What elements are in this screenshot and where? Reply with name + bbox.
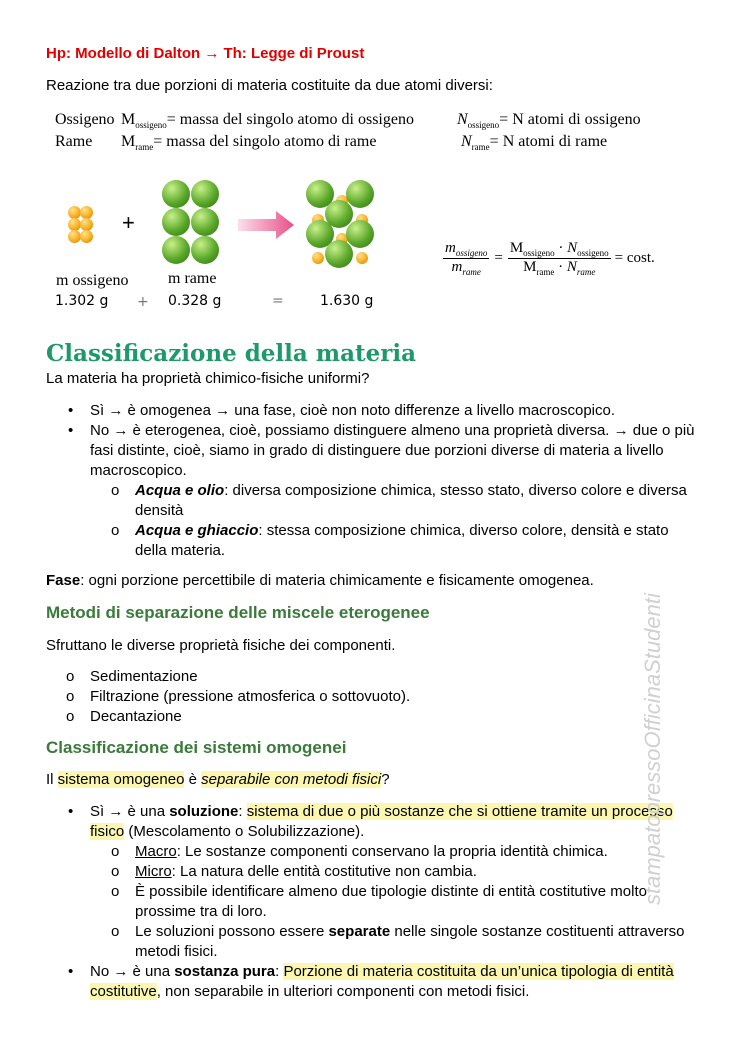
label: = N atomi di rame bbox=[489, 133, 608, 150]
label: : bbox=[275, 963, 284, 980]
mass-total: 1.630 g bbox=[320, 293, 374, 309]
label-copper-mass: m rame bbox=[168, 270, 217, 287]
question-text: La materia ha proprietà chimico-fisiche uniformi? bbox=[46, 370, 370, 387]
proust-formula bbox=[443, 240, 655, 277]
mass-oxygen: 1.302 g bbox=[55, 293, 109, 309]
copper-atom-icon bbox=[325, 240, 353, 268]
label: Sedimentazione bbox=[90, 668, 198, 685]
label: Filtrazione (pressione atmosferica o sottovuoto). bbox=[90, 688, 411, 705]
label: sostanza pura bbox=[174, 963, 276, 980]
label: Acqua e ghiaccio bbox=[135, 522, 259, 539]
label: = cost. bbox=[614, 250, 655, 266]
sub-list bbox=[111, 481, 704, 561]
label: È possibile identificare almeno due tipologie distinte di entità costitutive molto prossime tra di loro. bbox=[135, 883, 647, 920]
copper-atom-icon bbox=[191, 180, 219, 208]
circle-bullet-icon: o bbox=[111, 843, 120, 860]
fase-definition bbox=[46, 571, 704, 591]
label: soluzione bbox=[169, 803, 239, 820]
label bbox=[452, 259, 481, 277]
copper-atom-icon bbox=[346, 180, 374, 208]
oxygen-atom-icon bbox=[312, 252, 324, 264]
list-item bbox=[68, 962, 694, 1002]
circle-bullet-icon: o bbox=[111, 923, 120, 940]
list-item bbox=[111, 922, 694, 962]
copper-atom-icon bbox=[162, 180, 190, 208]
label: : diversa composizione chimica, stesso stato, diverso colore e diversa densità bbox=[135, 482, 687, 519]
label: N bbox=[567, 240, 578, 256]
paragraph: Sfruttano le diverse proprietà fisiche dei componenti. bbox=[46, 637, 396, 654]
label: , non separabile in ulteriori componenti con metodi fisici. bbox=[156, 983, 530, 1000]
circle-bullet-icon: o bbox=[111, 883, 120, 900]
label: : ogni porzione percettibile di materia chimicamente e fisicamente omogenea. bbox=[80, 572, 594, 589]
copper-atom-icon bbox=[191, 208, 219, 236]
equals-sign: = bbox=[272, 293, 284, 309]
label: M bbox=[121, 111, 136, 128]
label: m bbox=[445, 240, 456, 256]
label: = massa del singolo atomo di rame bbox=[153, 133, 377, 150]
label: rame bbox=[576, 267, 596, 277]
label: m bbox=[451, 259, 463, 275]
circle-bullet-icon: o bbox=[111, 863, 120, 880]
list-item bbox=[66, 707, 704, 727]
label: ossigeno bbox=[467, 120, 500, 131]
label: Il bbox=[46, 771, 58, 788]
label: ossigeno bbox=[135, 120, 167, 131]
bullet-icon: • bbox=[68, 803, 74, 820]
circle-bullet-icon: o bbox=[111, 482, 120, 499]
highlight: sistema di due o più sostanze che si ottiene tramite un processo fisico bbox=[90, 803, 673, 840]
label: = bbox=[494, 250, 503, 266]
bullet-icon: • bbox=[68, 422, 74, 439]
label: $M_{rame} \cdot N_{rame}$ bbox=[523, 259, 596, 277]
copper-atom-icon bbox=[346, 220, 374, 248]
label: separate bbox=[328, 923, 391, 940]
label: M bbox=[121, 133, 136, 150]
intro-text: Reazione tra due porzioni di materia costituite da due atomi diversi: bbox=[46, 77, 493, 94]
label: nelle singole sostanze costituenti attraverso metodi fisici. bbox=[135, 923, 685, 960]
watermark: stampatopressoOfficinaStudenti bbox=[640, 593, 665, 905]
label: Decantazione bbox=[90, 708, 182, 725]
label: N bbox=[566, 259, 577, 275]
label: (Mescolamento o Solubilizzazione). bbox=[124, 823, 365, 840]
section-heading-omogenei: Classificazione dei sistemi omogenei bbox=[46, 738, 347, 757]
label: M bbox=[509, 240, 524, 256]
circle-bullet-icon: o bbox=[111, 522, 120, 539]
bullet-list bbox=[68, 802, 694, 1002]
copper-atom-icon bbox=[191, 236, 219, 264]
label: No → è eterogenea, cioè, possiamo distinguere almeno una proprietà diversa. → due o più fasi distinte, cioè, siamo in grado di distinguere due porzioni diverse di materia a livello macroscopico. bbox=[90, 422, 695, 479]
copper-atom-icon bbox=[162, 236, 190, 264]
label: M bbox=[523, 259, 537, 275]
label: : La natura delle entità costitutive non cambia. bbox=[171, 863, 477, 880]
label bbox=[508, 240, 611, 277]
label: Macro bbox=[135, 843, 177, 860]
list-item bbox=[111, 521, 704, 561]
section-heading-classificazione: Classificazione della materia bbox=[46, 340, 417, 367]
highlight: separabile con metodi fisici bbox=[201, 771, 382, 788]
circle-bullet-icon: o bbox=[66, 708, 75, 725]
list-item bbox=[111, 481, 704, 521]
label: rame bbox=[471, 142, 490, 153]
plus-sign: + bbox=[137, 294, 149, 310]
separation-methods-list bbox=[66, 667, 704, 727]
list-item bbox=[66, 667, 704, 687]
bullet-icon: • bbox=[68, 963, 74, 980]
label: rame bbox=[135, 142, 154, 153]
label: rame bbox=[462, 267, 481, 277]
highlight: Porzione di materia costituita da un’unica tipologia di entità costitutive bbox=[90, 963, 674, 1000]
label: : stessa composizione chimica, diverso colore, densità e stato della materia. bbox=[135, 522, 669, 559]
label: ? bbox=[381, 771, 390, 788]
label: $M_{ossigeno} \cdot N_{ossigeno}$ bbox=[509, 240, 609, 258]
reaction-arrow-icon bbox=[238, 210, 296, 240]
label-oxygen-mass: m ossigeno bbox=[56, 272, 129, 289]
circle-bullet-icon: o bbox=[66, 668, 75, 685]
label: N bbox=[457, 111, 468, 128]
label: ossigeno bbox=[577, 248, 609, 258]
label: Sì → è una bbox=[90, 803, 170, 820]
circle-bullet-icon: o bbox=[66, 688, 75, 705]
label: = N atomi di ossigeno bbox=[499, 111, 641, 128]
label: ossigeno bbox=[523, 248, 555, 258]
bullet-list bbox=[68, 401, 704, 561]
label: Fase bbox=[46, 572, 81, 589]
sub-list bbox=[111, 842, 694, 962]
mass-copper: 0.328 g bbox=[168, 293, 222, 309]
label: Sì → è omogenea → una fase, cioè non noto differenze a livello macroscopico. bbox=[90, 402, 616, 419]
label: rame bbox=[536, 267, 555, 277]
label: Le soluzioni possono essere bbox=[135, 923, 329, 940]
list-item bbox=[68, 802, 694, 962]
label: N bbox=[461, 133, 472, 150]
label: ossigeno bbox=[455, 248, 488, 258]
label bbox=[461, 132, 607, 157]
plus-sign: + bbox=[122, 210, 135, 235]
list-item bbox=[68, 401, 704, 421]
section-heading-separazione: Metodi di separazione delle miscele eterogenee bbox=[46, 603, 430, 622]
label: Micro bbox=[135, 863, 172, 880]
highlight: sistema omogeneo bbox=[57, 771, 185, 788]
label: No → è una bbox=[90, 963, 175, 980]
oxygen-atom-icon bbox=[356, 252, 368, 264]
list-item bbox=[111, 882, 694, 922]
list-item bbox=[111, 842, 694, 862]
bullet-icon: • bbox=[68, 402, 74, 419]
question-text bbox=[46, 770, 704, 790]
label: : bbox=[238, 803, 247, 820]
label: Ossigeno bbox=[55, 111, 115, 128]
label: : Le sostanze componenti conservano la propria identità chimica. bbox=[176, 843, 608, 860]
label: è bbox=[184, 771, 202, 788]
copper-atom-icon bbox=[162, 208, 190, 236]
label: Rame bbox=[55, 133, 93, 150]
oxygen-atom-icon bbox=[80, 230, 93, 243]
list-item bbox=[111, 862, 694, 882]
label bbox=[443, 240, 489, 277]
label: = massa del singolo atomo di ossigeno bbox=[166, 111, 414, 128]
label: Acqua e olio bbox=[135, 482, 225, 499]
figure-row-copper bbox=[55, 132, 704, 157]
list-item bbox=[66, 687, 704, 707]
label bbox=[443, 240, 489, 259]
list-item bbox=[68, 421, 704, 561]
page-title: Hp: Modello di Dalton → Th: Legge di Proust bbox=[46, 45, 365, 62]
